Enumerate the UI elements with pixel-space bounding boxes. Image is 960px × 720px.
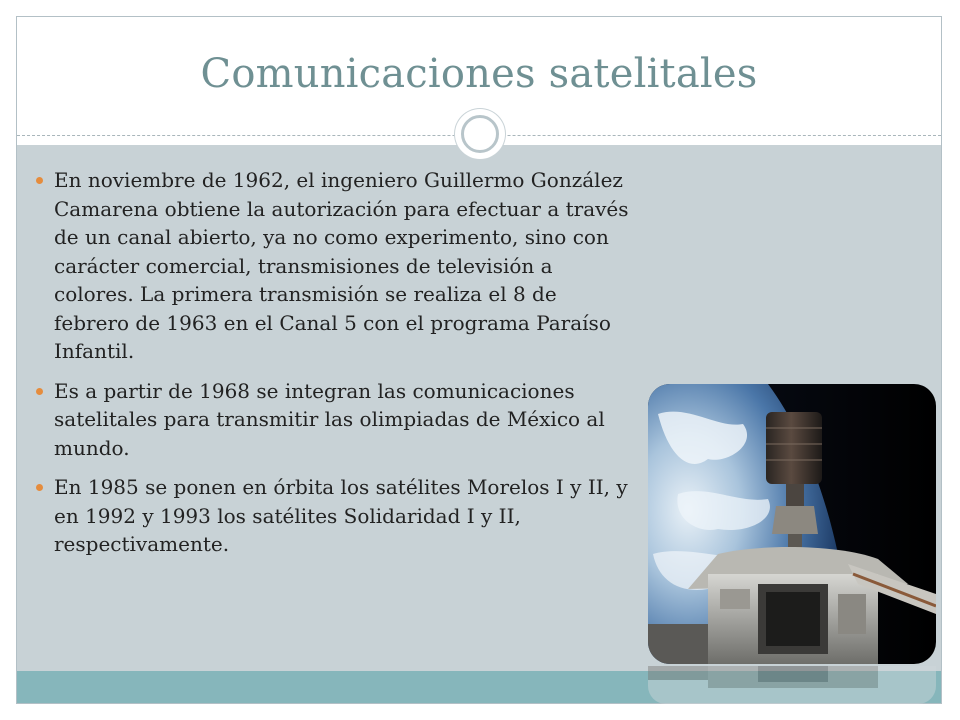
satellite-photo-reflection bbox=[648, 666, 936, 704]
bullet-dot-icon bbox=[36, 177, 43, 184]
reflection-image bbox=[648, 666, 936, 704]
satellite-image bbox=[648, 384, 936, 664]
bullet-dot-icon bbox=[36, 484, 43, 491]
bullet-text: En 1985 se ponen en órbita los satélites Morelos I y II, y en 1992 y 1993 los satélites Solidaridad I y II, respectivamente. bbox=[54, 475, 628, 556]
satellite-photo bbox=[648, 384, 936, 664]
bullet-list bbox=[54, 166, 634, 570]
bullet-dot-icon bbox=[36, 388, 43, 395]
slide-title: Comunicaciones satelitales bbox=[200, 51, 758, 97]
bullet-item bbox=[54, 377, 634, 463]
divider-circle-ornament bbox=[455, 109, 505, 159]
divider-ring bbox=[461, 115, 499, 153]
bullet-text: En noviembre de 1962, el ingeniero Guillermo González Camarena obtiene la autorización para efectuar a través de un canal abierto, ya no como experimento, sino con carácter comercial, transmisiones de televisión a colores. La primera transmisión se realiza el 8 de febrero de 1963 en el Canal 5 con el programa Paraíso Infantil. bbox=[54, 168, 629, 363]
bullet-item bbox=[54, 166, 634, 366]
bullet-text: Es a partir de 1968 se integran las comunicaciones satelitales para transmitir las olimpiadas de México al mundo. bbox=[54, 378, 605, 460]
bullet-item bbox=[54, 473, 634, 559]
